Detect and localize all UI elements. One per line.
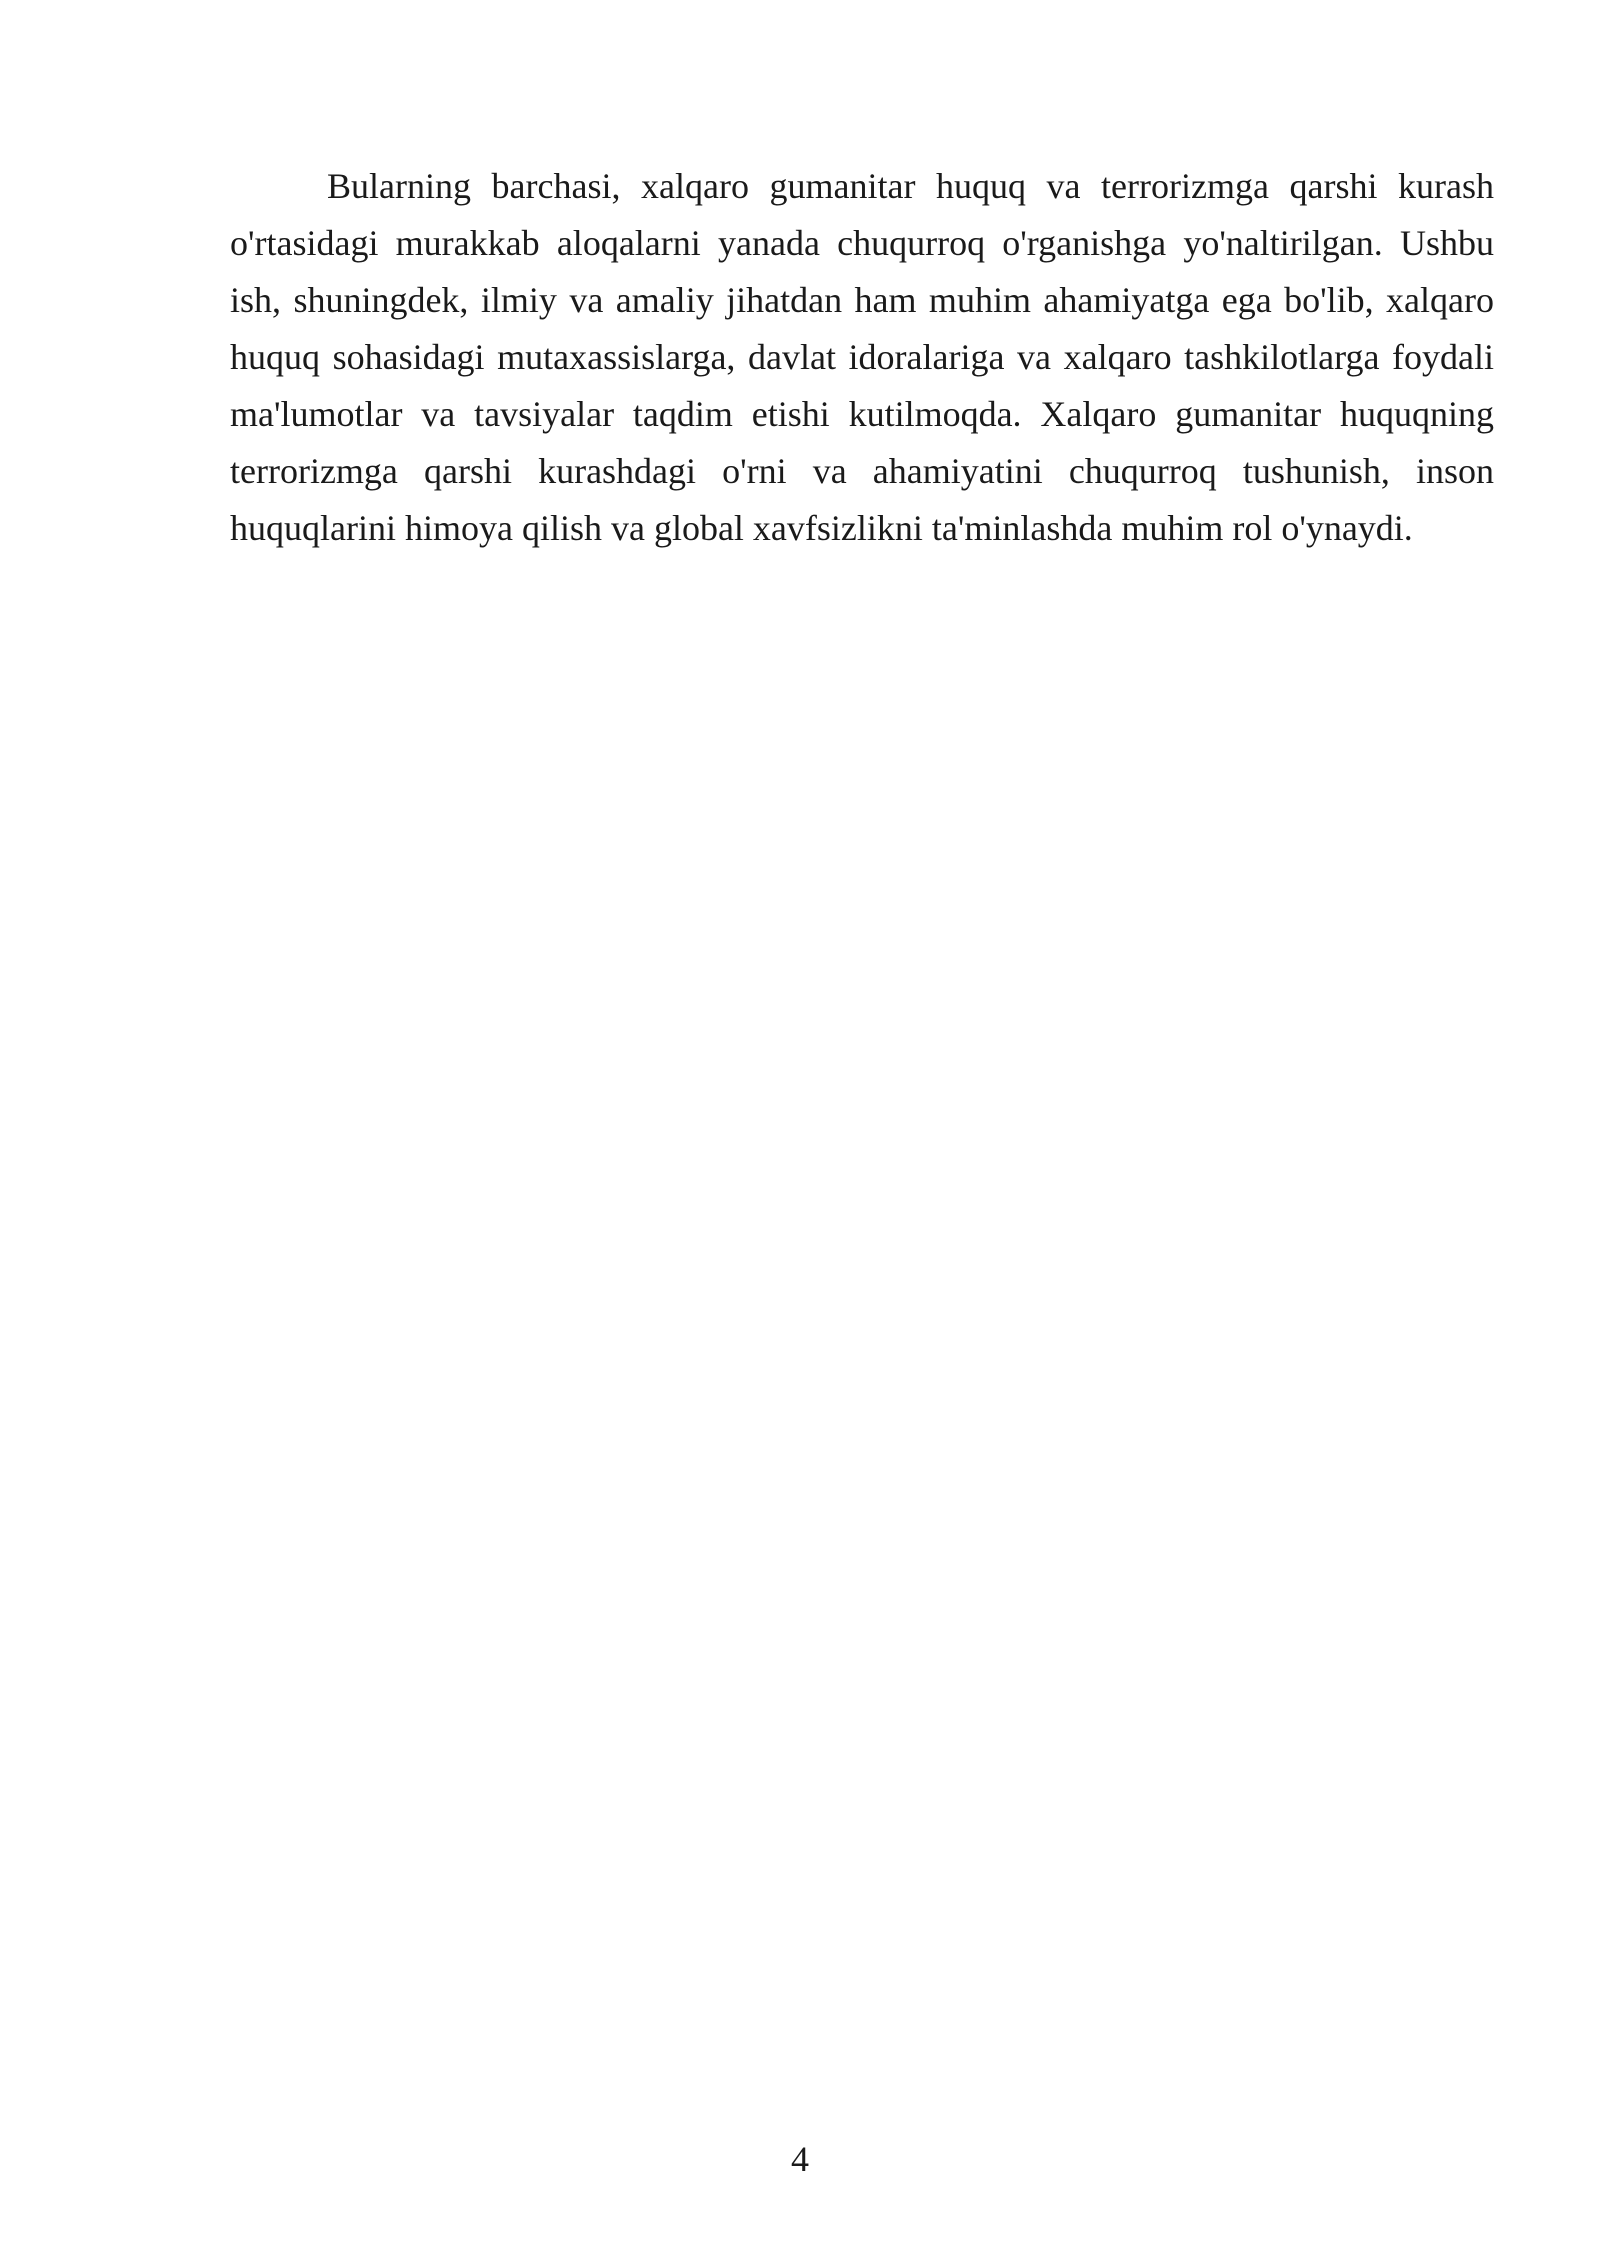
body-paragraph: Bularning barchasi, xalqaro gumanitar huquq va terrorizmga qarshi kurash o'rtasidagi murakkab aloqalarni yanada chuqurroq o'rganishga yo'naltirilgan. Ushbu ish, shuningdek, ilmiy va amaliy jihatdan ham muhim ahamiyatga ega bo'lib, xalqaro huquq sohasidagi mutaxassislarga, davlat idoralariga va xalqaro tashkilotlarga foydali ma'lumotlar va tavsiyalar taqdim etishi kutilmoqda. Xalqaro gumanitar huquqning terrorizmga qarshi kurashdagi o'rni va ahamiyatini chuqurroq tushunish, inson huquqlarini himoya qilish va global xavfsizlikni ta'minlashda muhim rol o'ynaydi. bbox=[230, 166, 1494, 548]
page-number: 4 bbox=[791, 2139, 809, 2179]
